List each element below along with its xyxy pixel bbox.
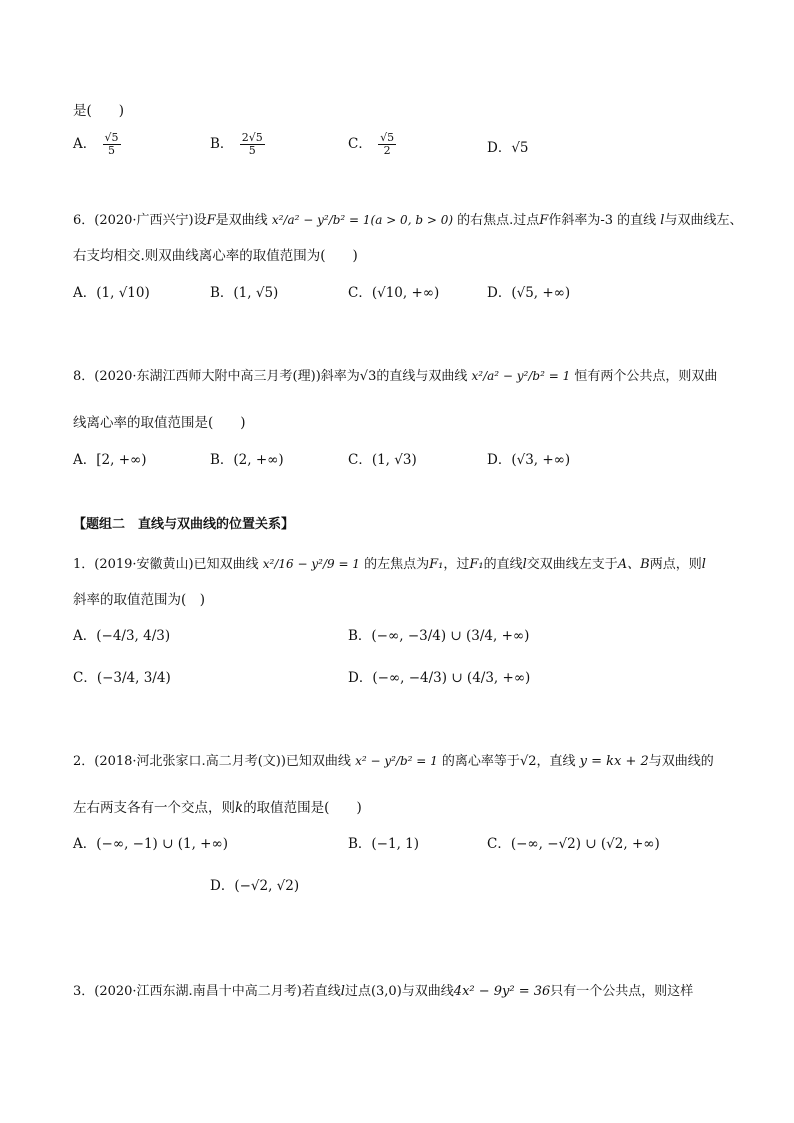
q8-stem: 8．(2020·东湖江西师大附中高三月考(理))斜率为√3的直线与双曲线 x²/a² − y²/b² = 1 恒有两个公共点，则双曲	[73, 369, 718, 384]
q8-equation: x²/a² − y²/b² = 1	[471, 369, 571, 383]
g2q1-option-b: B．(−∞, −3/4) ∪ (3/4, +∞)	[348, 628, 530, 644]
q6-option-d: D．(√5, +∞)	[487, 285, 571, 301]
q6-stem-line2: 右支均相交.则双曲线离心率的取值范围为( )	[73, 248, 358, 264]
q8-stem-line2: 线离心率的取值范围是( )	[73, 415, 246, 431]
section-heading: 【题组二 直线与双曲线的位置关系】	[73, 517, 295, 532]
g2q1-equation: x²/16 − y²/9 = 1	[262, 557, 360, 571]
g2q2-option-a: A．(−∞, −1) ∪ (1, +∞)	[73, 836, 228, 852]
q8-option-c: C．(1, √3)	[348, 452, 417, 468]
q5-continuation: 是( )	[73, 103, 125, 119]
q8-option-a: A．[2, +∞)	[73, 452, 147, 468]
g2q2-equation: x² − y²/b² = 1	[355, 754, 438, 768]
q8-option-b: B．(2, +∞)	[210, 452, 284, 468]
q6-option-c: C．(√10, +∞)	[348, 285, 440, 301]
g2q2-stem-line2: 左右两支各有一个交点，则k的取值范围是( )	[73, 800, 362, 816]
q5-option-d: D．√5	[487, 140, 529, 156]
q6-option-a: A．(1, √10)	[73, 285, 150, 301]
g2q1-option-c: C．(−3/4, 3/4)	[73, 670, 171, 686]
q6-stem: 6．(2020·广西兴宁)设F是双曲线 x²/a² − y²/b² = 1(a > 0, b > 0) 的右焦点.过点F作斜率为-3 的直线 l与双曲线左、	[73, 213, 743, 228]
g2q2-option-c: C．(−∞, −√2) ∪ (√2, +∞)	[487, 836, 660, 852]
g2q3-stem: 3．(2020·江西东湖.南昌十中高二月考)若直线l过点(3,0)与双曲线4x² − 9y² = 36只有一个公共点，则这样	[73, 984, 694, 999]
g2q1-stem-line2: 斜率的取值范围为( )	[73, 592, 206, 608]
g2q2-option-d: D．(−√2, √2)	[210, 878, 300, 894]
q8-option-d: D．(√3, +∞)	[487, 452, 571, 468]
g2q2-stem: 2．(2018·河北张家口.高二月考(文))已知双曲线 x² − y²/b² = 1 的离心率等于√2，直线 y = kx + 2与双曲线的	[73, 754, 714, 769]
g2q1-stem: 1．(2019·安徽黄山)已知双曲线 x²/16 − y²/9 = 1 的左焦点为F₁，过F₁的直线l交双曲线左支于A、B两点，则l	[73, 557, 706, 572]
g2q1-option-d: D．(−∞, −4/3) ∪ (4/3, +∞)	[348, 670, 531, 686]
q6-equation: x²/a² − y²/b² = 1(a > 0, b > 0)	[271, 213, 454, 227]
q6-option-b: B．(1, √5)	[210, 285, 279, 301]
q5-option-c: C． $\frac{√5}{2}$	[348, 131, 395, 157]
q5-option-a: A． $\frac{√5}{5}$	[73, 131, 119, 157]
q5-option-b: B． $\frac{2√5}{5}$	[210, 131, 263, 157]
g2q2-option-b: B．(−1, 1)	[348, 836, 420, 852]
g2q1-option-a: A．(−4/3, 4/3)	[73, 628, 171, 644]
